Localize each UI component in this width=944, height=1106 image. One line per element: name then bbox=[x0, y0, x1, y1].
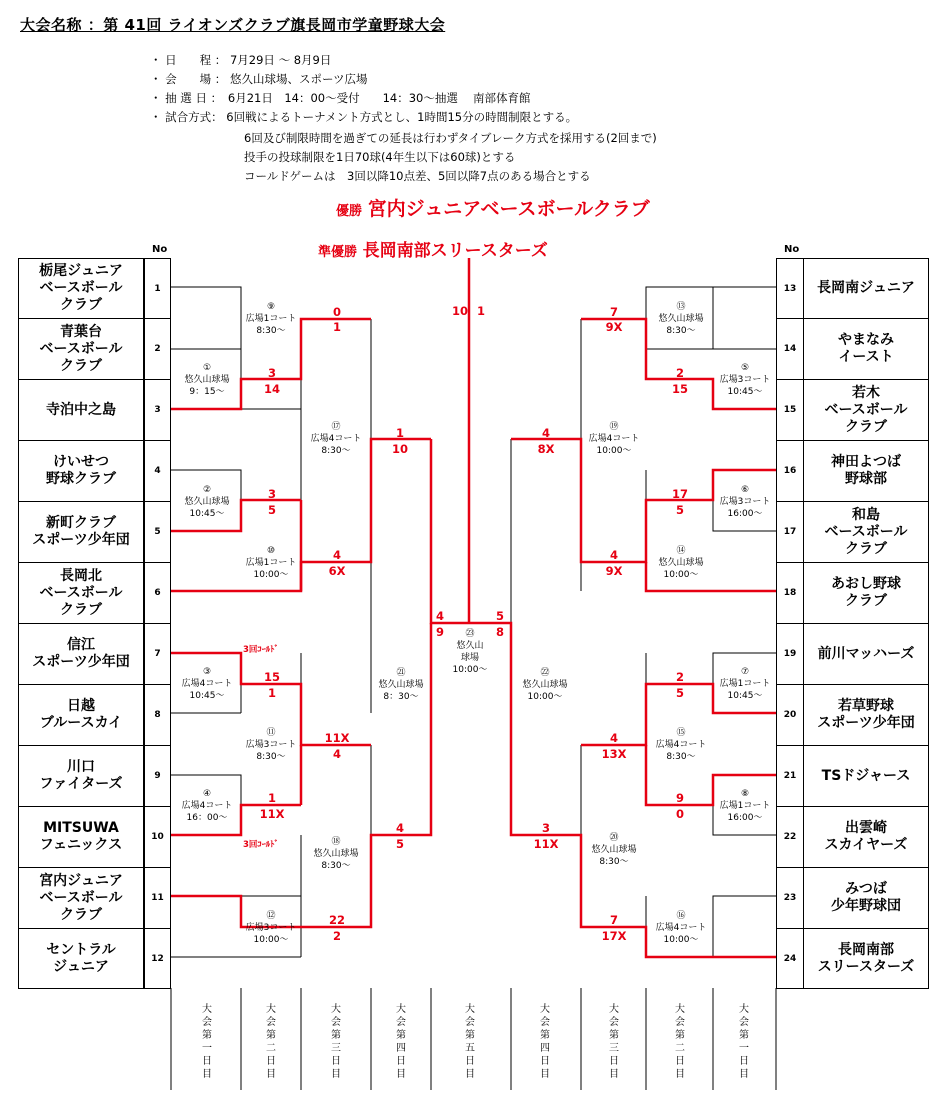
score: 11X bbox=[324, 731, 350, 745]
info-venue: ・ 会 場 ： 悠久山球場、スポーツ広場 bbox=[150, 72, 368, 86]
score: 4 bbox=[332, 548, 342, 562]
info-tiebreak: 6回及び制限時間を過ぎての延長は行わずタイブレーク方式を採用する(2回まで) bbox=[244, 131, 657, 145]
team-no-left-2: 2 bbox=[144, 318, 171, 380]
team-left-8: 日越 ブルースカイ bbox=[18, 684, 144, 746]
score: 1 bbox=[267, 791, 277, 805]
score: 4 bbox=[609, 548, 619, 562]
team-no-left-12: 12 bbox=[144, 928, 171, 989]
day-column-1: 大 会 第 一 日 目 bbox=[202, 1004, 212, 1080]
info-pitch-limit: 投手の投球制限を1日70球(4年生以下は60球)とする bbox=[244, 150, 516, 164]
score: 1 bbox=[395, 426, 405, 440]
info-called-game: コールドゲームは 3回以降10点差、5回以降7点のある場合とする bbox=[244, 169, 591, 183]
score: 8 bbox=[495, 625, 505, 639]
team-left-12: セントラル ジュニア bbox=[18, 928, 144, 989]
team-left-4: けいせつ 野球クラブ bbox=[18, 440, 144, 502]
team-right-16: 神田よつば 野球部 bbox=[803, 440, 929, 502]
team-no-right-16: 16 bbox=[776, 440, 804, 502]
game-label-20: ⑳ 悠久山球場 8:30～ bbox=[591, 833, 637, 867]
game-label-15: ⑮ 広場4コート 8:30～ bbox=[655, 728, 707, 762]
game-label-8: ⑧ 広場1コート 16:00～ bbox=[719, 789, 771, 823]
score: 9 bbox=[435, 625, 445, 639]
called-game-note: 3回ｺｰﾙﾄﾞ bbox=[243, 840, 279, 850]
score: 5 bbox=[267, 503, 277, 517]
score: 3 bbox=[541, 821, 551, 835]
score: 11X bbox=[259, 807, 285, 821]
day-column-2: 大 会 第 二 日 目 bbox=[266, 1004, 276, 1080]
score: 2 bbox=[332, 929, 342, 943]
team-no-left-4: 4 bbox=[144, 440, 171, 502]
game-label-3: ③ 広場4コート 10:45～ bbox=[181, 667, 233, 701]
team-left-2: 青葉台 ベースボール クラブ bbox=[18, 318, 144, 380]
team-right-22: 出雲崎 スカイヤーズ bbox=[803, 806, 929, 868]
score: 5 bbox=[495, 609, 505, 623]
team-right-21: TSドジャース bbox=[803, 745, 929, 807]
champion-name: 宮内ジュニアベースボールクラブ bbox=[367, 198, 650, 220]
team-right-13: 長岡南ジュニア bbox=[803, 258, 929, 319]
game-label-18: ⑱ 悠久山球場 8:30～ bbox=[313, 837, 359, 871]
tournament-title: 大会名称 ：第 41回 ライオンズクラブ旗長岡市学童野球大会 bbox=[20, 16, 446, 34]
team-right-20: 若草野球 スポーツ少年団 bbox=[803, 684, 929, 746]
score: 22 bbox=[328, 913, 346, 927]
team-right-18: あおし野球 クラブ bbox=[803, 562, 929, 624]
game-label-12: ⑫ 広場3コート 10:00～ bbox=[245, 911, 297, 945]
day-column-5: 大 会 第 五 日 目 bbox=[465, 1004, 475, 1080]
day-column-3: 大 会 第 三 日 目 bbox=[331, 1004, 341, 1080]
day-column-4r: 大 会 第 四 日 目 bbox=[540, 1004, 550, 1080]
score: 7 bbox=[609, 913, 619, 927]
score: 0 bbox=[332, 305, 342, 319]
team-no-right-20: 20 bbox=[776, 684, 804, 746]
game-label-9: ⑨ 広場1コート 8:30～ bbox=[245, 302, 297, 336]
score: 3 bbox=[267, 487, 277, 501]
called-game-note: 3回ｺｰﾙﾄﾞ bbox=[243, 645, 279, 655]
game-label-10: ⑩ 広場1コート 10:00～ bbox=[245, 546, 297, 580]
game-label-7: ⑦ 広場1コート 10:45～ bbox=[719, 667, 771, 701]
info-draw-date: ・ 抽 選 日 ： 6月21日 14：00～受付 14：30～抽選 南部体育館 bbox=[150, 91, 531, 105]
game-label-19: ⑲ 広場4コート 10:00～ bbox=[588, 422, 640, 456]
team-no-right-22: 22 bbox=[776, 806, 804, 868]
team-left-6: 長岡北 ベースボール クラブ bbox=[18, 562, 144, 624]
team-no-right-24: 24 bbox=[776, 928, 804, 989]
runner-up-label: 準優勝 bbox=[318, 245, 358, 260]
score: 13X bbox=[601, 747, 627, 761]
day-column-4: 大 会 第 四 日 目 bbox=[396, 1004, 406, 1080]
score: 4 bbox=[435, 609, 445, 623]
team-no-left-8: 8 bbox=[144, 684, 171, 746]
score: 1 bbox=[267, 686, 277, 700]
no-header-right: No bbox=[784, 244, 800, 255]
team-no-right-15: 15 bbox=[776, 379, 804, 441]
team-no-right-18: 18 bbox=[776, 562, 804, 624]
game-label-13: ⑬ 悠久山球場 8:30～ bbox=[658, 302, 704, 336]
team-right-24: 長岡南部 スリースターズ bbox=[803, 928, 929, 989]
score: 8X bbox=[537, 442, 555, 456]
game-label-1: ① 悠久山球場 9：15～ bbox=[184, 363, 230, 397]
team-no-left-10: 10 bbox=[144, 806, 171, 868]
team-left-1: 栃尾ジュニア ベースボール クラブ bbox=[18, 258, 144, 319]
game-label-17: ⑰ 広場4コート 8:30～ bbox=[310, 422, 362, 456]
team-right-17: 和島 ベースボール クラブ bbox=[803, 501, 929, 563]
game-label-16: ⑯ 広場4コート 10:00～ bbox=[655, 911, 707, 945]
team-left-11: 宮内ジュニア ベースボール クラブ bbox=[18, 867, 144, 929]
team-no-left-6: 6 bbox=[144, 562, 171, 624]
team-no-right-13: 13 bbox=[776, 258, 804, 319]
game-label-23: ㉓ 悠久山 球場 10:00～ bbox=[452, 629, 488, 675]
score: 9X bbox=[605, 564, 623, 578]
day-column-3r: 大 会 第 三 日 目 bbox=[609, 1004, 619, 1080]
score-final: 1 bbox=[476, 304, 486, 318]
day-column-1r: 大 会 第 一 日 目 bbox=[739, 1004, 749, 1080]
score: 10 bbox=[391, 442, 409, 456]
team-no-right-17: 17 bbox=[776, 501, 804, 563]
score: 4 bbox=[609, 731, 619, 745]
no-header-left: No bbox=[152, 244, 168, 255]
game-label-11: ⑪ 広場3コート 8:30～ bbox=[245, 728, 297, 762]
score: 7 bbox=[609, 305, 619, 319]
score: 17 bbox=[671, 487, 689, 501]
score: 2 bbox=[675, 670, 685, 684]
team-no-right-23: 23 bbox=[776, 867, 804, 929]
game-label-4: ④ 広場4コート 16：00～ bbox=[181, 789, 233, 823]
score: 11X bbox=[533, 837, 559, 851]
score: 15 bbox=[671, 382, 689, 396]
team-no-right-19: 19 bbox=[776, 623, 804, 685]
score: 4 bbox=[332, 747, 342, 761]
game-label-6: ⑥ 広場3コート 16:00～ bbox=[719, 485, 771, 519]
team-left-3: 寺泊中之島 bbox=[18, 379, 144, 441]
day-column-2r: 大 会 第 二 日 目 bbox=[675, 1004, 685, 1080]
score: 15 bbox=[263, 670, 281, 684]
score: 1 bbox=[332, 320, 342, 334]
info-format: ・ 試合方式： 6回戦によるトーナメント方式とし、1時間15分の時間制限とする。 bbox=[150, 110, 578, 124]
score: 6X bbox=[328, 564, 346, 578]
team-no-left-7: 7 bbox=[144, 623, 171, 685]
team-no-left-11: 11 bbox=[144, 867, 171, 929]
team-no-left-1: 1 bbox=[144, 258, 171, 319]
score: 9X bbox=[605, 320, 623, 334]
team-no-left-5: 5 bbox=[144, 501, 171, 563]
score: 9 bbox=[675, 791, 685, 805]
team-left-10: MITSUWA フェニックス bbox=[18, 806, 144, 868]
info-schedule: ・ 日 程 ： 7月29日 ～ 8月9日 bbox=[150, 53, 332, 67]
score: 4 bbox=[541, 426, 551, 440]
team-right-14: やまなみ イースト bbox=[803, 318, 929, 380]
game-label-22: ㉒ 悠久山球場 10:00～ bbox=[522, 668, 568, 702]
team-right-19: 前川マッハーズ bbox=[803, 623, 929, 685]
team-no-right-21: 21 bbox=[776, 745, 804, 807]
score: 5 bbox=[675, 686, 685, 700]
team-left-5: 新町クラブ スポーツ少年団 bbox=[18, 501, 144, 563]
game-label-5: ⑤ 広場3コート 10:45～ bbox=[719, 363, 771, 397]
team-no-right-14: 14 bbox=[776, 318, 804, 380]
score-final: 10 bbox=[451, 304, 469, 318]
score: 0 bbox=[675, 807, 685, 821]
team-left-9: 川口 ファイターズ bbox=[18, 745, 144, 807]
team-right-15: 若木 ベースボール クラブ bbox=[803, 379, 929, 441]
score: 5 bbox=[395, 837, 405, 851]
team-right-23: みつば 少年野球団 bbox=[803, 867, 929, 929]
score: 3 bbox=[267, 366, 277, 380]
team-no-left-3: 3 bbox=[144, 379, 171, 441]
game-label-2: ② 悠久山球場 10:45～ bbox=[184, 485, 230, 519]
game-label-14: ⑭ 悠久山球場 10:00～ bbox=[658, 546, 704, 580]
bracket-red-lines bbox=[171, 258, 776, 957]
runner-up-name: 長岡南部スリースターズ bbox=[362, 241, 548, 261]
team-no-left-9: 9 bbox=[144, 745, 171, 807]
score: 14 bbox=[263, 382, 281, 396]
score: 17X bbox=[601, 929, 627, 943]
champion-label: 優勝 bbox=[336, 204, 363, 219]
team-left-7: 信江 スポーツ少年団 bbox=[18, 623, 144, 685]
score: 4 bbox=[395, 821, 405, 835]
game-label-21: ㉑ 悠久山球場 8：30～ bbox=[378, 668, 424, 702]
score: 5 bbox=[675, 503, 685, 517]
score: 2 bbox=[675, 366, 685, 380]
